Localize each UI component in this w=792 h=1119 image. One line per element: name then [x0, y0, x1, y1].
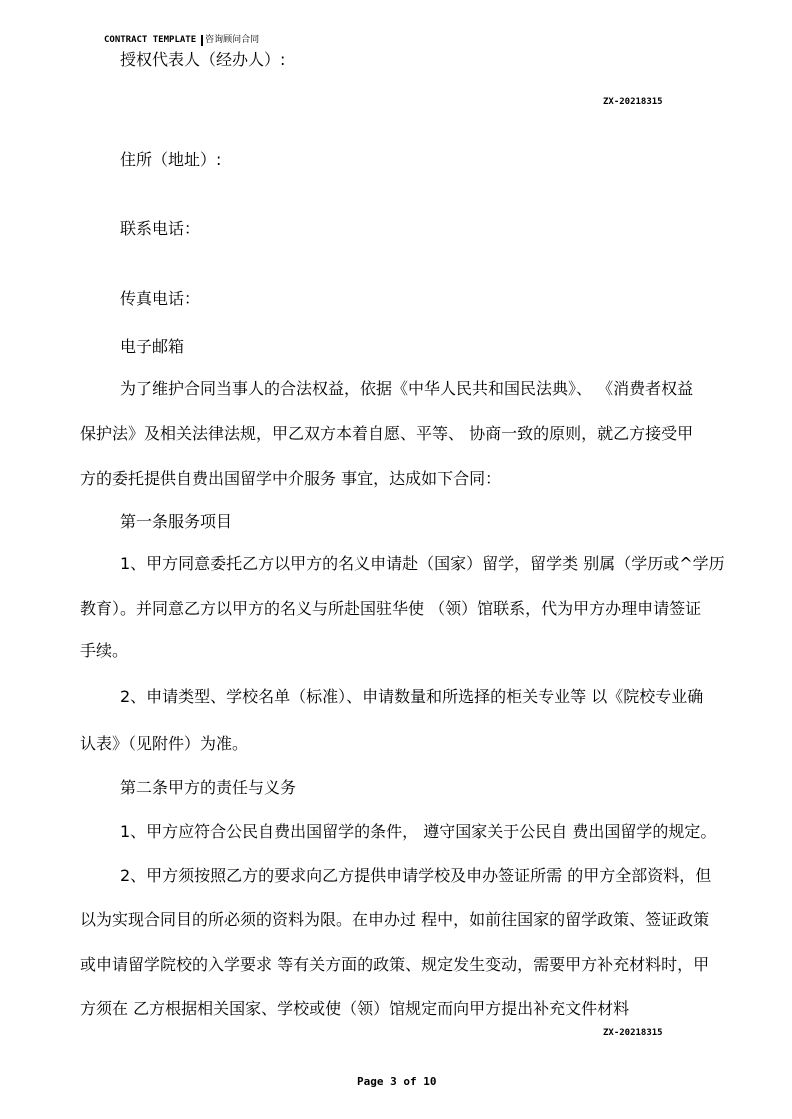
page-number: Page 3 of 10	[357, 1075, 437, 1088]
phone-line: 联系电话：	[120, 219, 201, 238]
address-line: 住所（地址）:	[120, 150, 222, 169]
page-header	[104, 34, 259, 46]
header-divider	[201, 35, 203, 46]
article-1-item-1-line-2: 教育）。并同意乙方以甲方的名义与所赴国驻华使 （领）馆联系，代为甲方办理申请签证	[80, 599, 702, 618]
header-doc-type: 咨询顾问合同	[205, 35, 260, 45]
article-2-item-2-line-1: 2、甲方须按照乙方的要求向乙方提供申请学校及申办签证所需 的甲方全部资料，但	[120, 866, 712, 885]
article-1-heading: 第一条服务项目	[120, 512, 233, 531]
article-1-item-2-line-1: 2、申请类型、学校名单（标准）、申请数量和所选择的柜关专业等 以《院校专业确	[120, 687, 704, 706]
article-2-item-1: 1、甲方应符合公民自费出国留学的条件， 遵守国家关于公民自 费出国留学的规定。	[120, 822, 717, 841]
preamble-line-3: 方的委托提供自费出国留学中介服务 事宜，达成如下合同：	[80, 469, 502, 488]
article-1-item-1-line-3: 手续。	[80, 641, 129, 660]
header-template-label: CONTRACT TEMPLATE	[104, 35, 197, 45]
article-2-heading: 第二条甲方的责任与义务	[120, 778, 297, 797]
email-line: 电子邮箱	[120, 337, 185, 356]
fax-line: 传真电话：	[120, 289, 201, 308]
authorized-rep-line: 授权代表人（经办人）:	[120, 50, 286, 69]
article-2-item-2-line-3: 或申请留学院校的入学要求 等有关方面的政策、规定发生变动，需要甲方补充材料时，甲	[80, 955, 710, 974]
article-2-item-2-line-2: 以为实现合同目的所必须的资料为限。在申办过 程中，如前往国家的留学政策、签证政策	[80, 910, 710, 929]
preamble-line-1: 为了维护合同当事人的合法权益，依据《中华人民共和国民法典》、 《消费者权益	[120, 379, 694, 398]
doc-code-bottom: ZX-20218315	[603, 1028, 663, 1038]
article-1-item-1-line-1: 1、甲方同意委托乙方以甲方的名义申请赴（国家）留学，留学类 别属（学历或^学历	[120, 554, 725, 573]
article-2-item-2-line-4: 方须在 乙方根据相关国家、学校或使（领）馆规定而向甲方提出补充文件材料	[80, 999, 630, 1018]
doc-code-top: ZX-20218315	[603, 97, 663, 107]
preamble-line-2: 保护法》及相关法律法规，甲乙双方本着自愿、平等、 协商一致的原则，就乙方接受甲	[80, 424, 694, 443]
article-1-item-2-line-2: 认表》（见附件）为准。	[80, 734, 249, 753]
